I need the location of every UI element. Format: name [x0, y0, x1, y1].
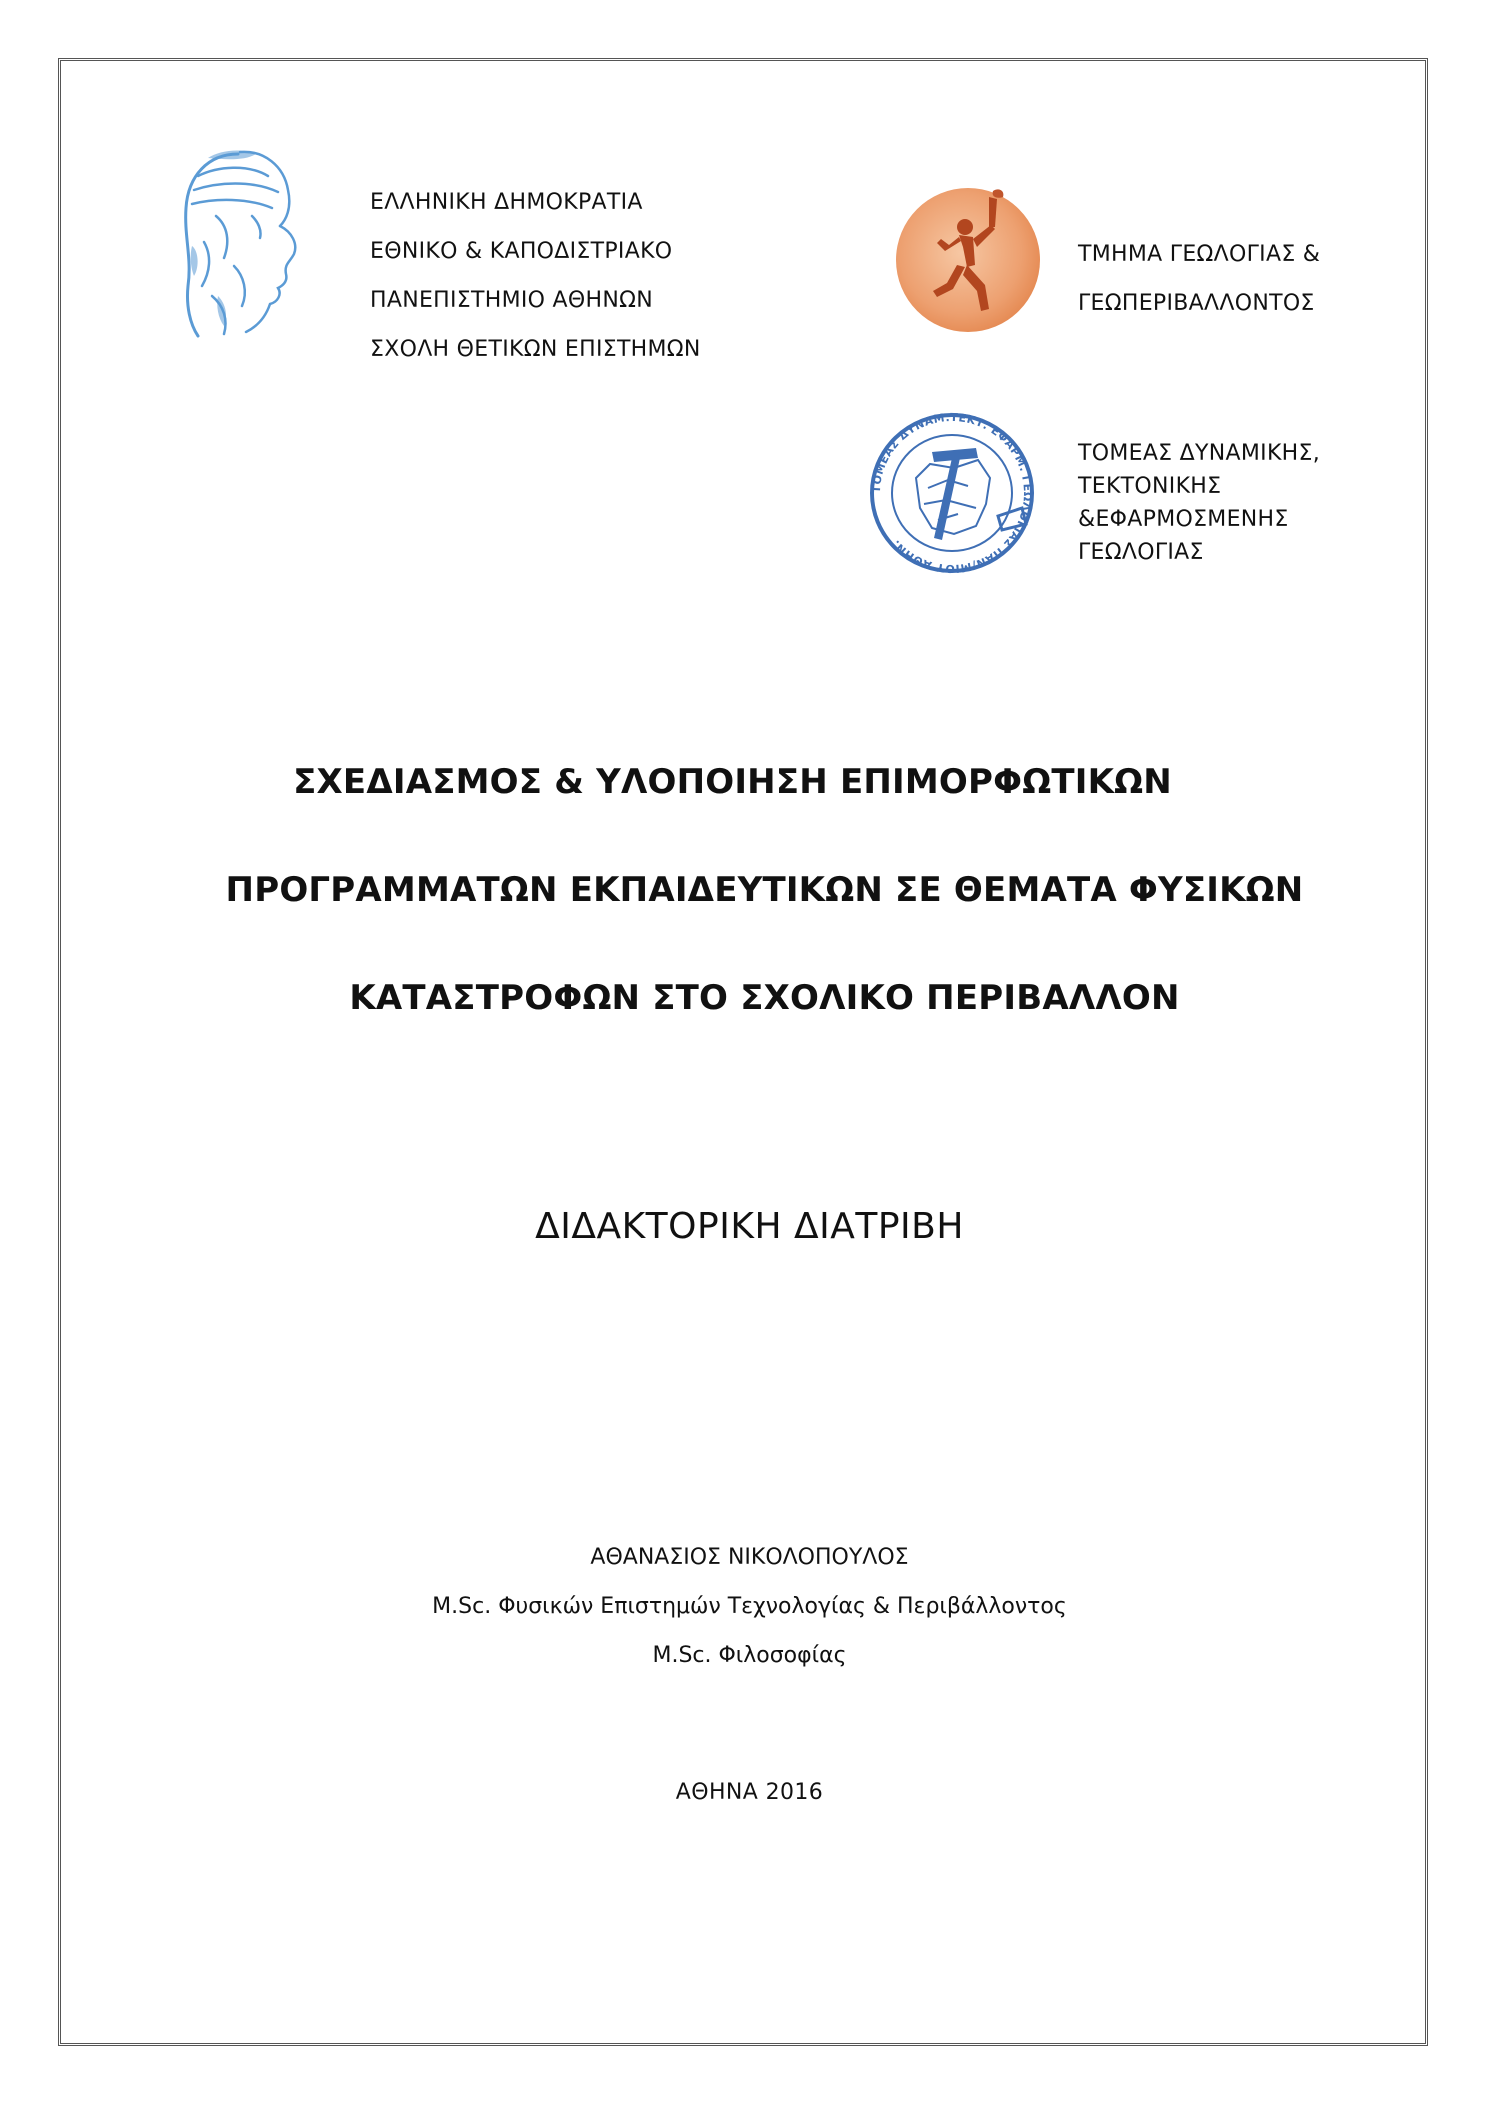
- institution-line: ΣΧΟΛΗ ΘΕΤΙΚΩΝ ΕΠΙΣΤΗΜΩΝ: [370, 337, 701, 362]
- geology-hammer-seal-logo: [858, 408, 1046, 578]
- author-block: [0, 1533, 1489, 1680]
- athena-head-logo: [168, 146, 310, 340]
- sector-name: [1078, 437, 1320, 569]
- institution-line: ΠΑΝΕΠΙΣΤΗΜΙΟ ΑΘΗΝΩΝ: [370, 288, 653, 313]
- author-degree: M.Sc. Φυσικών Επιστημών Τεχνολογίας & Περιβάλλοντος: [432, 1594, 1067, 1619]
- thesis-type: ΔΙΔΑΚΤΟΡΙΚΗ ΔΙΑΤΡΙΒΗ: [535, 1206, 964, 1247]
- place-and-year: ΑΘΗΝΑ 2016: [675, 1780, 824, 1805]
- department-line: ΓΕΩΠΕΡΙΒΑΛΛΟΝΤΟΣ: [1078, 291, 1315, 316]
- thesis-title-line: ΣΧΕΔΙΑΣΜΟΣ & ΥΛΟΠΟΙΗΣΗ ΕΠΙΜΟΡΦΩΤΙΚΩΝ: [293, 762, 1172, 802]
- department-name: [1078, 230, 1320, 328]
- seal-lettering: ΤΟΜΕΑΣ ΔΥΝΑΜ.ΤΕΚΤ. ΕΦΑΡΜ. ΓΕΩΛΟΓΙΑΣ ΠΑΝ/ΜΙΟΥ ΑΘΗΝ.: [869, 410, 1035, 576]
- thesis-title-line: ΠΡΟΓΡΑΜΜΑΤΩΝ ΕΚΠΑΙΔΕΥΤΙΚΩΝ ΣΕ ΘΕΜΑΤΑ ΦΥΣΙΚΩΝ: [225, 870, 1304, 910]
- institution-name: [370, 178, 701, 374]
- institution-line: ΕΛΛΗΝΙΚΗ ΔΗΜΟΚΡΑΤΙΑ: [370, 190, 643, 215]
- page-border: [58, 58, 1428, 2046]
- department-line: ΤΜΗΜΑ ΓΕΩΛΟΓΙΑΣ &: [1078, 242, 1321, 267]
- thesis-title-line: ΚΑΤΑΣΤΡΟΦΩΝ ΣΤΟ ΣΧΟΛΙΚΟ ΠΕΡΙΒΑΛΛΟΝ: [349, 978, 1180, 1018]
- sector-line: ΓΕΩΛΟΓΙΑΣ: [1078, 540, 1204, 565]
- author-degree: M.Sc. Φιλοσοφίας: [652, 1643, 847, 1668]
- sector-line: ΤΕΚΤΟΝΙΚΗΣ: [1078, 474, 1222, 499]
- sector-line: ΤΟΜΕΑΣ ΔΥΝΑΜΙΚΗΣ,: [1078, 441, 1321, 466]
- running-torch-bearer-logo: [893, 185, 1043, 335]
- author-name: ΑΘΑΝΑΣΙΟΣ ΝΙΚΟΛΟΠΟΥΛΟΣ: [590, 1545, 909, 1570]
- sector-line: &ΕΦΑΡΜΟΣΜΕΝΗΣ: [1078, 507, 1289, 532]
- thesis-title: [0, 728, 1489, 1052]
- institution-line: ΕΘΝΙΚΟ & ΚΑΠΟΔΙΣΤΡΙΑΚΟ: [370, 239, 673, 264]
